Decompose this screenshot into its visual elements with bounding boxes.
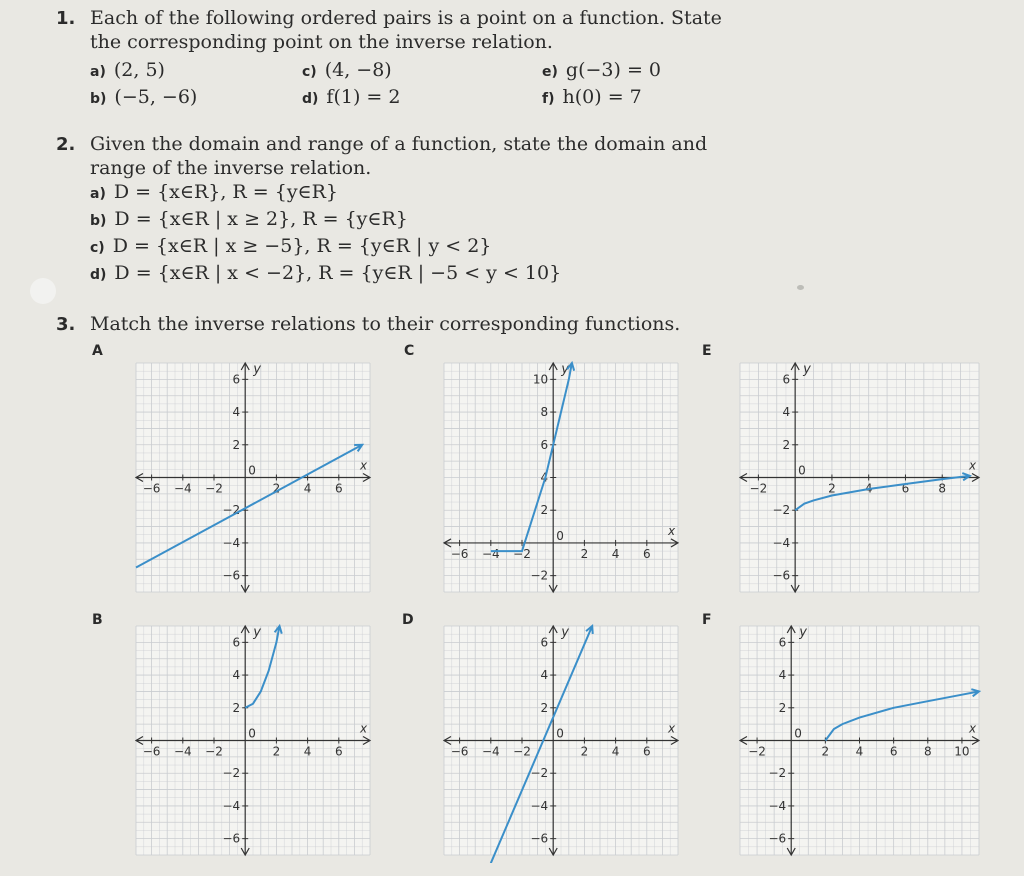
y-tick-label: −4 bbox=[768, 798, 787, 813]
question-number: 2. bbox=[56, 134, 76, 155]
y-tick-label: 4 bbox=[232, 405, 241, 420]
graph-svg bbox=[128, 618, 378, 863]
y-tick-label: −2 bbox=[222, 766, 241, 781]
q2-item-d: d) D = {x∈R | x < −2}, R = {y∈R | −5 < y < 10} bbox=[90, 262, 562, 284]
q1-item-f: f) h(0) = 7 bbox=[542, 86, 642, 108]
x-tick-label: 4 bbox=[611, 546, 620, 561]
x-tick-label: −6 bbox=[450, 546, 469, 561]
question-1 bbox=[56, 6, 756, 116]
x-tick-label: 2 bbox=[828, 481, 836, 496]
y-tick-label: −6 bbox=[768, 831, 787, 846]
y-tick-label: 2 bbox=[540, 700, 549, 715]
y-axis-label: y bbox=[561, 625, 569, 640]
origin-label: 0 bbox=[794, 726, 802, 741]
x-tick-label: 6 bbox=[334, 744, 343, 759]
q1-item-e: e) g(−3) = 0 bbox=[542, 59, 661, 81]
y-tick-label: 6 bbox=[540, 437, 549, 452]
x-tick-label: −2 bbox=[513, 744, 531, 759]
y-tick-label: −2 bbox=[222, 503, 241, 518]
y-tick-label: 4 bbox=[232, 668, 241, 683]
origin-label: 0 bbox=[556, 528, 564, 543]
graph-svg bbox=[732, 618, 987, 863]
x-tick-label: 6 bbox=[901, 481, 910, 496]
y-tick-label: 6 bbox=[540, 635, 549, 650]
q2-item-b: b) D = {x∈R | x ≥ 2}, R = {y∈R} bbox=[90, 208, 408, 230]
y-tick-label: −2 bbox=[530, 766, 549, 781]
y-tick-label: 2 bbox=[232, 700, 241, 715]
x-tick-label: −2 bbox=[205, 744, 223, 759]
x-tick-label: 4 bbox=[611, 744, 620, 759]
graph-d bbox=[436, 618, 686, 863]
q1-item-c: c) (4, −8) bbox=[302, 59, 392, 81]
y-axis-label: y bbox=[803, 362, 811, 377]
y-tick-label: 4 bbox=[778, 668, 787, 683]
x-axis-label: x bbox=[360, 458, 368, 473]
x-axis-label: x bbox=[668, 523, 676, 538]
x-tick-label: 6 bbox=[642, 744, 651, 759]
y-tick-label: −2 bbox=[772, 503, 791, 518]
x-tick-label: −2 bbox=[205, 481, 223, 496]
y-tick-label: 6 bbox=[782, 372, 791, 387]
x-tick-label: −4 bbox=[481, 744, 500, 759]
graph-label-f: F bbox=[702, 612, 712, 628]
x-tick-label: 2 bbox=[821, 744, 830, 759]
graph-label-d: D bbox=[402, 612, 414, 628]
x-tick-label: −6 bbox=[450, 744, 469, 759]
y-tick-label: 10 bbox=[532, 372, 549, 387]
x-tick-label: 4 bbox=[855, 744, 864, 759]
x-tick-label: −6 bbox=[142, 744, 161, 759]
y-tick-label: −6 bbox=[222, 831, 241, 846]
y-tick-label: 2 bbox=[540, 503, 549, 518]
origin-label: 0 bbox=[248, 726, 256, 741]
x-tick-label: −4 bbox=[481, 546, 500, 561]
x-tick-label: 4 bbox=[303, 744, 312, 759]
question-number: 1. bbox=[56, 8, 76, 29]
x-tick-label: 6 bbox=[642, 546, 651, 561]
x-tick-label: 10 bbox=[954, 744, 970, 759]
y-tick-label: 6 bbox=[778, 635, 787, 650]
graph-svg bbox=[436, 355, 686, 600]
x-tick-label: 2 bbox=[272, 481, 281, 496]
x-tick-label: −2 bbox=[513, 546, 531, 561]
y-tick-label: 4 bbox=[540, 668, 549, 683]
question-text: Each of the following ordered pairs is a point on a function. State the corresponding point on the inverse relation. bbox=[90, 7, 722, 53]
x-tick-label: −4 bbox=[173, 744, 192, 759]
graph-label-c: C bbox=[404, 343, 415, 359]
graph-svg bbox=[732, 355, 987, 600]
q2-item-a: a) D = {x∈R}, R = {y∈R} bbox=[90, 181, 339, 203]
graph-a bbox=[128, 355, 378, 600]
x-tick-label: 2 bbox=[272, 744, 281, 759]
x-tick-label: 2 bbox=[580, 744, 589, 759]
x-axis-label: x bbox=[360, 721, 368, 736]
x-tick-label: 8 bbox=[923, 744, 932, 759]
origin-label: 0 bbox=[248, 463, 256, 478]
y-tick-label: −2 bbox=[530, 568, 549, 583]
question-text: Given the domain and range of a function, state the domain and range of the inverse relation. bbox=[90, 133, 708, 179]
x-tick-label: −4 bbox=[173, 481, 192, 496]
glare-spot bbox=[30, 278, 56, 304]
smudge-mark bbox=[797, 285, 804, 290]
y-tick-label: −6 bbox=[772, 568, 791, 583]
origin-label: 0 bbox=[556, 726, 564, 741]
x-tick-label: 4 bbox=[864, 481, 873, 496]
y-tick-label: 6 bbox=[232, 372, 241, 387]
y-tick-label: 4 bbox=[540, 470, 549, 485]
y-tick-label: −4 bbox=[222, 798, 241, 813]
y-axis-label: y bbox=[253, 362, 261, 377]
graph-label-a: A bbox=[92, 343, 103, 359]
x-tick-label: 6 bbox=[334, 481, 343, 496]
q1-item-a: a) (2, 5) bbox=[90, 59, 165, 81]
y-tick-label: −6 bbox=[530, 831, 549, 846]
graph-svg bbox=[128, 355, 378, 600]
y-tick-label: −6 bbox=[222, 568, 241, 583]
x-tick-label: 4 bbox=[303, 481, 312, 496]
y-tick-label: −4 bbox=[772, 535, 791, 550]
graph-f bbox=[732, 618, 987, 863]
x-tick-label: −2 bbox=[748, 744, 766, 759]
graph-svg bbox=[436, 618, 686, 863]
origin-label: 0 bbox=[798, 463, 806, 478]
question-3 bbox=[56, 312, 756, 342]
y-tick-label: 6 bbox=[232, 635, 241, 650]
q1-item-d: d) f(1) = 2 bbox=[302, 86, 401, 108]
y-tick-label: 4 bbox=[782, 405, 791, 420]
y-tick-label: 2 bbox=[232, 437, 241, 452]
graph-e bbox=[732, 355, 987, 600]
question-2 bbox=[56, 132, 756, 292]
y-tick-label: 8 bbox=[540, 405, 549, 420]
y-axis-label: y bbox=[799, 625, 807, 640]
y-tick-label: −2 bbox=[768, 766, 787, 781]
x-tick-label: −2 bbox=[749, 481, 768, 496]
x-axis-label: x bbox=[969, 721, 977, 736]
q1-item-b: b) (−5, −6) bbox=[90, 86, 198, 108]
y-tick-label: 2 bbox=[782, 437, 791, 452]
q2-item-c: c) D = {x∈R | x ≥ −5}, R = {y∈R | y < 2} bbox=[90, 235, 492, 257]
y-tick-label: −4 bbox=[530, 798, 549, 813]
question-text: Match the inverse relations to their corresponding functions. bbox=[90, 313, 681, 335]
y-axis-label: y bbox=[561, 362, 569, 377]
x-tick-label: −6 bbox=[142, 481, 161, 496]
graph-label-b: B bbox=[92, 612, 103, 628]
x-tick-label: 6 bbox=[889, 744, 898, 759]
x-tick-label: 8 bbox=[938, 481, 947, 496]
question-number: 3. bbox=[56, 314, 76, 335]
y-axis-label: y bbox=[253, 625, 261, 640]
x-axis-label: x bbox=[969, 458, 977, 473]
x-axis-label: x bbox=[668, 721, 676, 736]
y-tick-label: −4 bbox=[222, 535, 241, 550]
graph-c bbox=[436, 355, 686, 600]
graph-b bbox=[128, 618, 378, 863]
graph-label-e: E bbox=[702, 343, 712, 359]
x-tick-label: 2 bbox=[580, 546, 589, 561]
y-tick-label: 2 bbox=[778, 700, 787, 715]
